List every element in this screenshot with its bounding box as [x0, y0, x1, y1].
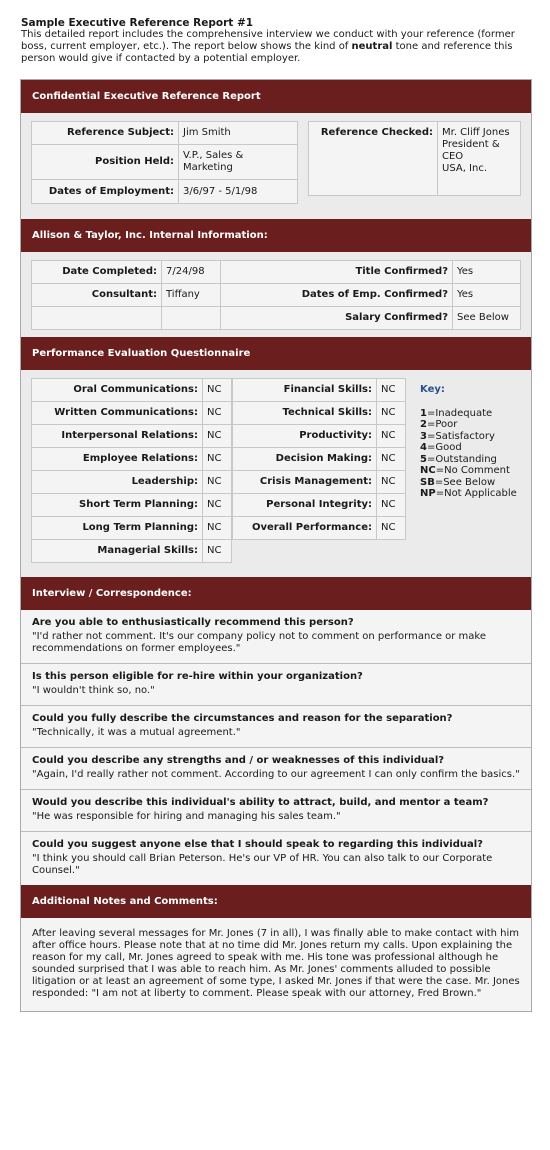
position-label: Position Held: — [32, 145, 179, 180]
key-item — [420, 408, 517, 420]
internal-header: Allison & Taylor, Inc. Internal Information: — [21, 219, 531, 252]
perf-value: NC — [203, 517, 232, 540]
key-item — [420, 431, 517, 443]
perf-value: NC — [203, 494, 232, 517]
checked-label: Reference Checked: — [309, 122, 438, 196]
intro-text-1: This detailed report includes the comprehensive interview we conduct with your reference (former boss, current employer, etc.). The report below shows the kind of — [21, 29, 515, 52]
reference-report — [20, 79, 532, 1012]
perf-value: NC — [203, 471, 232, 494]
key-text: =No Comment — [435, 465, 510, 476]
perf-value: NC — [377, 425, 406, 448]
key-text: =Inadequate — [426, 407, 493, 419]
performance-header: Performance Evaluation Questionnaire — [21, 337, 531, 370]
perf-row — [233, 448, 406, 471]
interview-item — [21, 706, 531, 748]
perf-label: Written Communications: — [32, 402, 203, 425]
checked-row — [309, 122, 521, 196]
perf-row — [32, 494, 232, 517]
key-code: 1 — [420, 407, 427, 419]
perf-label: Leadership: — [32, 471, 203, 494]
consultant-label: Consultant: — [32, 284, 162, 307]
subject-table — [31, 121, 298, 204]
checked-value — [438, 122, 521, 196]
perf-value: NC — [377, 471, 406, 494]
key-text: =Good — [426, 442, 462, 453]
key-item — [420, 442, 517, 454]
internal-table — [31, 260, 521, 330]
interview-question: Are you able to enthusiastically recommend this person? — [32, 617, 354, 628]
date-completed-label: Date Completed: — [32, 261, 162, 284]
interview-item — [21, 610, 531, 664]
checked-table — [308, 121, 521, 196]
perf-row — [233, 402, 406, 425]
performance-left-table — [31, 378, 232, 563]
interview-question: Could you describe any strengths and / or weaknesses of this individual? — [32, 755, 445, 766]
perf-value: NC — [203, 402, 232, 425]
perf-label: Financial Skills: — [233, 379, 377, 402]
perf-row — [233, 494, 406, 517]
perf-label: Managerial Skills: — [32, 540, 203, 563]
interview-answer: "I wouldn't think so, no." — [32, 685, 155, 696]
perf-row — [32, 379, 232, 402]
key-text: =Outstanding — [426, 453, 497, 465]
key-title: Key: — [420, 384, 445, 395]
title-confirmed-label: Title Confirmed? — [221, 261, 453, 284]
notes-header: Additional Notes and Comments: — [21, 885, 531, 918]
perf-row — [32, 425, 232, 448]
empty-cell — [32, 307, 162, 330]
interview-answer: "Again, I'd really rather not comment. According to our agreement I can only confirm the basics." — [32, 769, 520, 780]
key-item — [420, 477, 517, 489]
perf-row — [233, 471, 406, 494]
dates-value: 3/6/97 - 5/1/98 — [179, 180, 298, 204]
intro — [21, 17, 536, 65]
performance-section — [21, 370, 531, 577]
perf-row — [32, 448, 232, 471]
perf-label: Decision Making: — [233, 448, 377, 471]
key-text: =Satisfactory — [426, 430, 495, 442]
perf-value: NC — [377, 448, 406, 471]
salary-confirmed-label: Salary Confirmed? — [221, 307, 453, 330]
perf-value: NC — [377, 517, 406, 540]
consultant-value: Tiffany — [162, 284, 221, 307]
perf-label: Crisis Management: — [233, 471, 377, 494]
interview-section — [21, 610, 531, 885]
perf-row — [32, 517, 232, 540]
confidential-section — [21, 113, 531, 219]
interview-item — [21, 790, 531, 832]
perf-label: Long Term Planning: — [32, 517, 203, 540]
internal-row-2 — [32, 284, 521, 307]
position-row — [32, 145, 298, 180]
checked-line-1: Mr. Cliff Jones — [442, 127, 510, 138]
perf-value: NC — [203, 379, 232, 402]
interview-answer: "Technically, it was a mutual agreement." — [32, 727, 241, 738]
checked-line-3: USA, Inc. — [442, 163, 488, 174]
interview-item — [21, 748, 531, 790]
perf-row — [32, 402, 232, 425]
interview-answer: "I'd rather not comment. It's our company policy not to comment on performance or make recommendations on former employees." — [32, 631, 487, 654]
subject-label: Reference Subject: — [32, 122, 179, 145]
key-item — [420, 488, 517, 500]
key-code: NC — [420, 465, 436, 476]
perf-label: Short Term Planning: — [32, 494, 203, 517]
interview-header: Interview / Correspondence: — [21, 577, 531, 610]
perf-row — [233, 517, 406, 540]
perf-value: NC — [377, 402, 406, 425]
interview-question: Could you suggest anyone else that I should speak to regarding this individual? — [32, 839, 483, 850]
intro-text — [21, 29, 536, 65]
perf-row — [233, 379, 406, 402]
interview-question: Could you fully describe the circumstances and reason for the separation? — [32, 713, 453, 724]
dates-confirmed-label: Dates of Emp. Confirmed? — [221, 284, 453, 307]
key-code: NP — [420, 488, 436, 499]
internal-row-1 — [32, 261, 521, 284]
performance-right-table — [232, 378, 406, 540]
title-confirmed-value: Yes — [453, 261, 521, 284]
perf-label: Overall Performance: — [233, 517, 377, 540]
subject-value: Jim Smith — [179, 122, 298, 145]
rating-key — [420, 384, 517, 500]
date-completed-value: 7/24/98 — [162, 261, 221, 284]
internal-section — [21, 252, 531, 337]
salary-confirmed-value: See Below — [453, 307, 521, 330]
perf-value: NC — [203, 448, 232, 471]
perf-value: NC — [203, 425, 232, 448]
perf-value: NC — [377, 379, 406, 402]
interview-answer: "He was responsible for hiring and managing his sales team." — [32, 811, 341, 822]
dates-row — [32, 180, 298, 204]
perf-value: NC — [203, 540, 232, 563]
key-code: 2 — [420, 419, 427, 430]
perf-row — [233, 425, 406, 448]
perf-label: Productivity: — [233, 425, 377, 448]
position-value: V.P., Sales & Marketing — [179, 145, 298, 180]
key-item — [420, 419, 517, 431]
notes-text: After leaving several messages for Mr. Jones (7 in all), I was finally able to make contact with him after office hours. Please note that at no time did Mr. Jones return my calls. Upon explaining the reason for my call, Mr. Jones agreed to speak with me. His tone was professional although he sounded surprised that I was able to reach him. As Mr. Jones' comments alluded to possible litigation or at least an agreement of some type, I asked Mr. Jones if that were the case. Mr. Jones responded: "I am not at liberty to comment. Please speak with our attorney, Fred Brown." — [21, 918, 531, 1011]
perf-row — [32, 471, 232, 494]
perf-value: NC — [377, 494, 406, 517]
confidential-header: Confidential Executive Reference Report — [21, 80, 531, 113]
key-code: 3 — [420, 430, 427, 442]
perf-label: Interpersonal Relations: — [32, 425, 203, 448]
dates-label: Dates of Employment: — [32, 180, 179, 204]
perf-label: Technical Skills: — [233, 402, 377, 425]
dates-confirmed-value: Yes — [453, 284, 521, 307]
perf-label: Oral Communications: — [32, 379, 203, 402]
checked-line-2: President & CEO — [442, 139, 500, 162]
internal-row-3 — [32, 307, 521, 330]
key-code: 4 — [420, 442, 427, 453]
interview-item — [21, 664, 531, 706]
perf-label: Personal Integrity: — [233, 494, 377, 517]
perf-row — [32, 540, 232, 563]
key-text: =Not Applicable — [435, 488, 517, 499]
perf-label: Employee Relations: — [32, 448, 203, 471]
subject-row — [32, 122, 298, 145]
key-text: =Poor — [426, 419, 458, 430]
interview-question: Would you describe this individual's ability to attract, build, and mentor a team? — [32, 797, 489, 808]
interview-answer: "I think you should call Brian Peterson. He's our VP of HR. You can also talk to our Corporate Counsel." — [32, 853, 493, 876]
page-title: Sample Executive Reference Report #1 — [21, 17, 254, 29]
key-item — [420, 465, 517, 477]
interview-item — [21, 832, 531, 885]
key-item — [420, 454, 517, 466]
empty-cell — [162, 307, 221, 330]
key-text: =See Below — [434, 476, 496, 488]
key-code: 5 — [420, 453, 427, 465]
interview-question: Is this person eligible for re-hire within your organization? — [32, 671, 363, 682]
intro-text-2: tone and reference this person would give if contacted by a potential employer. — [21, 41, 513, 64]
intro-text-bold: neutral — [351, 41, 393, 52]
key-code: SB — [420, 476, 435, 488]
